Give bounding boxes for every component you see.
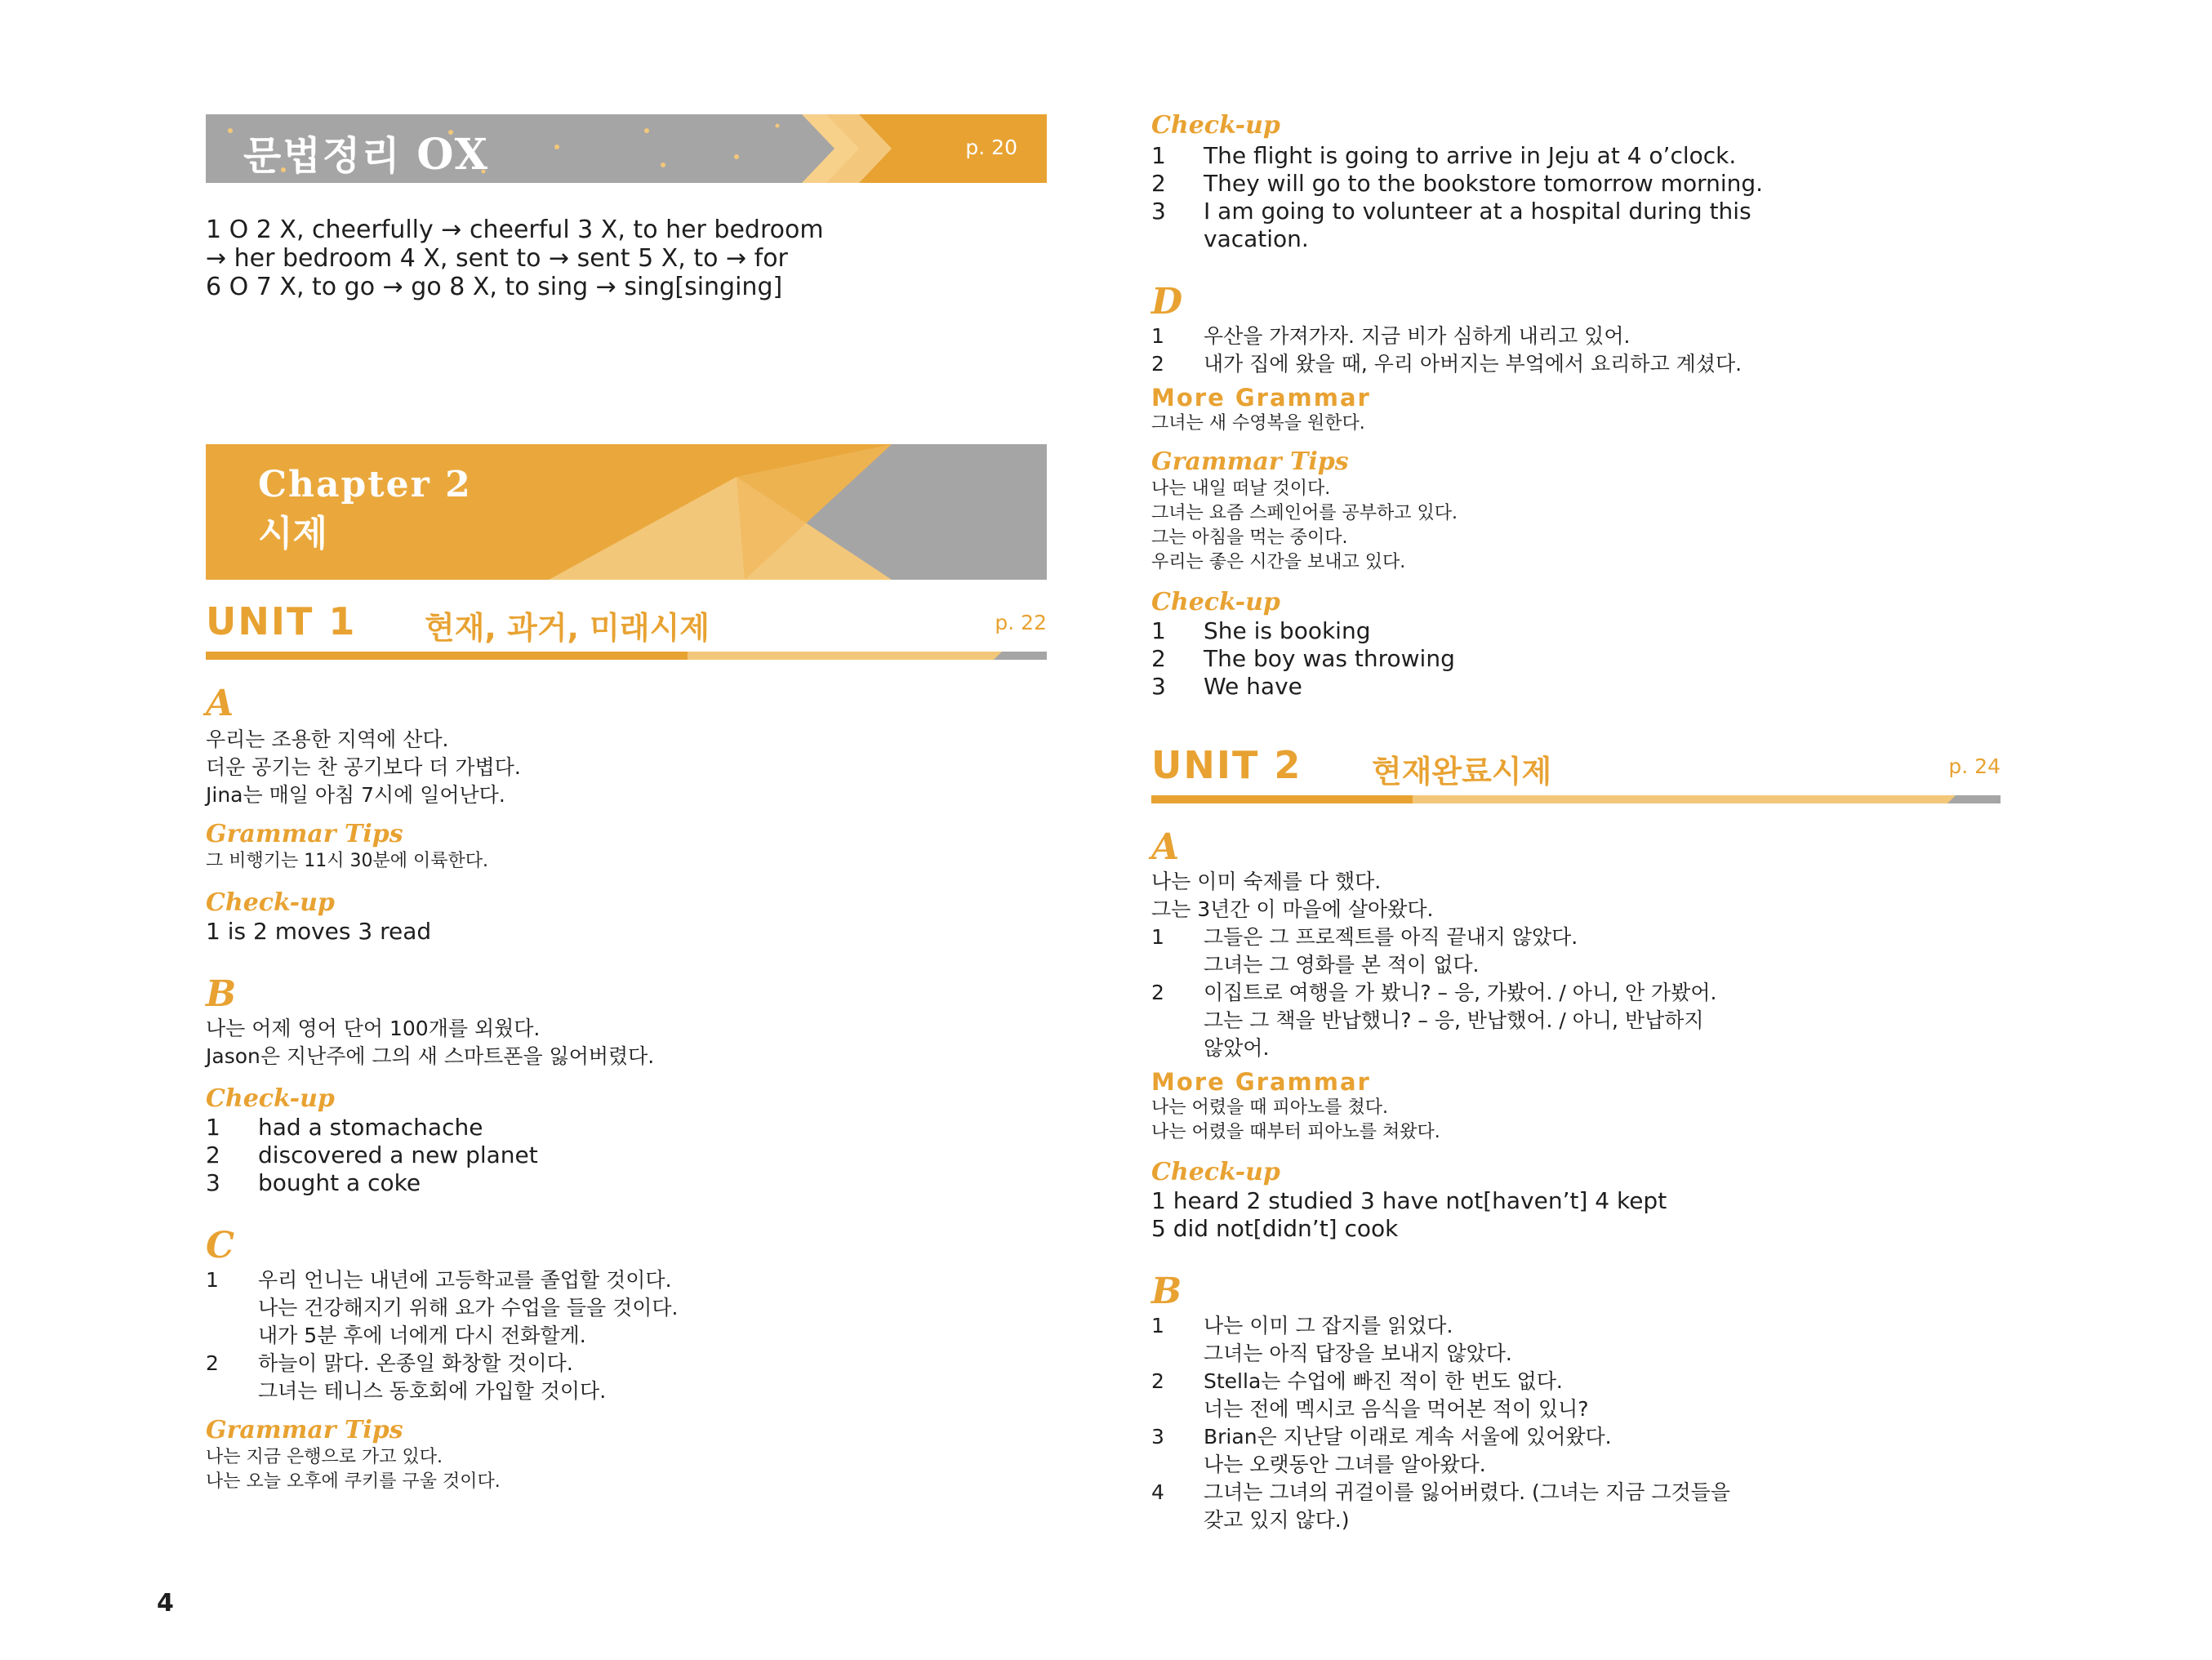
unit1-section-d-letter: D: [1151, 281, 1183, 323]
unit1-d-checkup-item: [1151, 673, 1302, 701]
item-text: vacation.: [1204, 225, 1309, 252]
unit1-c-tip: 나는 지금 은행으로 가고 있다.: [206, 1447, 443, 1467]
item-text: Brian은 지난달 이래로 계속 서울에 있어왔다.: [1204, 1425, 1612, 1449]
unit2-a-line: 그는 3년간 이 마을에 살아왔다.: [1151, 897, 1434, 921]
unit1-a-checkup-head: Check-up: [206, 888, 335, 917]
item-number: 1: [206, 1114, 220, 1141]
item-text: 우리 언니는 내년에 고등학교를 졸업할 것이다.: [258, 1268, 672, 1292]
unit1-label: UNIT 1: [206, 599, 357, 643]
right-checkup-head: Check-up: [1151, 111, 1280, 140]
unit1-c-item: [206, 1295, 678, 1320]
unit2-b-item: [1151, 1368, 1563, 1394]
unit1-a-tips-head: Grammar Tips: [206, 820, 403, 848]
unit2-b-item: [1151, 1396, 1589, 1422]
unit1-c-item: [206, 1378, 606, 1404]
item-text: 그들은 그 프로젝트를 아직 끝내지 않았다.: [1204, 925, 1578, 949]
chapter-number: Chapter 2: [258, 464, 472, 505]
item-number: 1: [206, 1268, 219, 1292]
item-text: 내가 5분 후에 너에게 다시 전화할게.: [258, 1324, 586, 1347]
right-checkup-item: [1151, 198, 1751, 225]
unit1-a-line: 우리는 조용한 지역에 산다.: [206, 728, 449, 751]
unit2-a-checkup-line: 1 heard 2 studied 3 have not[haven’t] 4 kept: [1151, 1187, 1667, 1214]
item-text: 그는 그 책을 반납했니? – 응, 반납했어. / 아니, 반납하지: [1204, 1008, 1704, 1032]
item-number: 2: [1151, 1369, 1164, 1393]
unit1-d-item: [1151, 323, 1630, 349]
right-checkup-item: [1151, 170, 1763, 198]
unit1-a-checkup: 1 is 2 moves 3 read: [206, 918, 432, 945]
unit1-section-a-letter: A: [206, 683, 234, 724]
unit1-c-tip: 나는 오늘 오후에 쿠키를 구울 것이다.: [206, 1471, 501, 1492]
unit1-d-tip: 그녀는 요즘 스페인어를 공부하고 있다.: [1151, 503, 1458, 523]
item-text: 그녀는 그 영화를 본 적이 없다.: [1204, 953, 1480, 977]
unit1-header: [206, 599, 1047, 665]
unit2-page-ref: p. 24: [1948, 754, 2001, 778]
item-text: The boy was throwing: [1204, 645, 1455, 672]
right-checkup-item: [1151, 142, 1736, 170]
item-text: 않았어.: [1204, 1036, 1270, 1060]
unit1-section-b-letter: B: [206, 973, 237, 1015]
item-number: 2: [1151, 645, 1166, 672]
unit2-rule: [1151, 795, 2001, 803]
item-text: discovered a new planet: [258, 1142, 538, 1168]
unit1-a-tip: 그 비행기는 11시 30분에 이륙한다.: [206, 851, 488, 871]
unit2-a-more-line: 나는 어렸을 때 피아노를 쳤다.: [1151, 1097, 1388, 1118]
unit2-label: UNIT 2: [1151, 743, 1302, 787]
item-number: 3: [1151, 673, 1166, 700]
item-text: She is booking: [1204, 617, 1371, 644]
unit1-d-more-line: 그녀는 새 수영복을 원한다.: [1151, 413, 1365, 434]
unit1-b-line: 나는 어제 영어 단어 100개를 외웠다.: [206, 1017, 541, 1040]
unit1-d-tip: 그는 아침을 먹는 중이다.: [1151, 527, 1348, 548]
unit2-a-item: [1151, 952, 1479, 977]
item-text: Stella는 수업에 빠진 적이 한 번도 없다.: [1204, 1369, 1563, 1393]
ox-page-ref: p. 20: [965, 136, 1017, 159]
unit2-a-item: [1151, 924, 1578, 950]
unit2-a-item: [1151, 980, 1716, 1005]
item-number: 3: [206, 1169, 220, 1196]
item-number: 3: [1151, 198, 1166, 225]
unit2-a-more-grammar-head: More Grammar: [1151, 1068, 1371, 1096]
item-number: 1: [1151, 617, 1166, 644]
ox-answer-line: 6 O 7 X, to go → go 8 X, to sing → sing[singing]: [206, 273, 783, 301]
item-number: 2: [1151, 352, 1164, 376]
unit1-c-tips-head: Grammar Tips: [206, 1416, 403, 1444]
unit1-section-c-letter: C: [206, 1225, 235, 1266]
chapter-title: [258, 461, 472, 559]
item-number: 1: [1151, 1314, 1164, 1337]
item-text: 너는 전에 멕시코 음식을 먹어본 적이 있니?: [1204, 1397, 1589, 1421]
right-checkup-item: [1151, 225, 1309, 253]
item-number: 1: [1151, 324, 1164, 348]
item-text: 그녀는 아직 답장을 보내지 않았다.: [1204, 1342, 1512, 1365]
item-text: 이집트로 여행을 가 봤니? – 응, 가봤어. / 아니, 안 가봤어.: [1204, 981, 1717, 1004]
unit1-b-checkup-item: [206, 1142, 538, 1169]
unit2-section-b-letter: B: [1151, 1271, 1182, 1312]
item-text: 나는 이미 그 잡지를 읽었다.: [1204, 1314, 1453, 1337]
ox-banner: [206, 114, 1047, 183]
item-text: I am going to volunteer at a hospital during this: [1204, 198, 1751, 225]
unit1-title: 현재, 과거, 미래시제: [425, 610, 710, 646]
item-text: 그녀는 테니스 동호회에 가입할 것이다.: [258, 1379, 607, 1403]
unit1-d-more-grammar-head: More Grammar: [1151, 384, 1371, 412]
ox-answer-line: 1 O 2 X, cheerfully → cheerful 3 X, to her bedroom: [206, 216, 824, 244]
ox-answers: [206, 216, 1055, 301]
item-text: 나는 건강해지기 위해 요가 수업을 들을 것이다.: [258, 1296, 679, 1320]
unit2-b-item: [1151, 1341, 1512, 1366]
unit2-a-item: [1151, 1035, 1269, 1061]
chapter-banner: [206, 444, 1047, 580]
unit2-b-item: [1151, 1480, 1730, 1505]
item-text: 그녀는 그녀의 귀걸이를 잃어버렸다. (그녀는 지금 그것들을: [1204, 1480, 1730, 1504]
ox-answer-line: → her bedroom 4 X, sent to → sent 5 X, to → for: [206, 244, 788, 273]
item-text: 하늘이 맑다. 온종일 화창할 것이다.: [258, 1351, 573, 1375]
unit2-b-item: [1151, 1313, 1453, 1338]
ox-title-ox: OX: [416, 130, 489, 180]
unit2-b-item: [1151, 1424, 1612, 1449]
unit1-d-checkup-item: [1151, 645, 1455, 673]
unit2-title: 현재완료시제: [1372, 754, 1552, 790]
unit1-d-item: [1151, 351, 1742, 376]
item-number: 2: [206, 1142, 220, 1168]
unit1-d-tip: 나는 내일 떠날 것이다.: [1151, 478, 1331, 499]
item-text: They will go to the bookstore tomorrow morning.: [1204, 170, 1764, 197]
unit1-d-checkup-item: [1151, 617, 1370, 645]
item-text: 우산을 가져가자. 지금 비가 심하게 내리고 있어.: [1204, 324, 1631, 348]
item-number: 3: [1151, 1425, 1164, 1449]
item-number: 2: [1151, 981, 1164, 1004]
unit1-c-item: [206, 1267, 672, 1293]
unit2-section-a-letter: A: [1151, 826, 1180, 868]
unit1-d-checkup-head: Check-up: [1151, 588, 1280, 616]
unit1-b-checkup-item: [206, 1169, 421, 1197]
item-number: 4: [1151, 1480, 1164, 1504]
item-text: We have: [1204, 673, 1302, 700]
ox-banner-title: [243, 124, 489, 180]
unit2-header: [1151, 743, 2001, 808]
unit1-b-checkup-head: Check-up: [206, 1084, 335, 1113]
item-number: 2: [1151, 170, 1166, 197]
item-number: 1: [1151, 925, 1164, 949]
unit1-d-tip: 우리는 좋은 시간을 보내고 있다.: [1151, 552, 1406, 572]
unit1-a-line: Jina는 매일 아침 7시에 일어난다.: [206, 783, 505, 807]
unit2-a-checkup-head: Check-up: [1151, 1158, 1280, 1186]
unit2-a-checkup-line: 5 did not[didn’t] cook: [1151, 1215, 1399, 1242]
page-number: 4: [157, 1589, 174, 1618]
unit1-d-tips-head: Grammar Tips: [1151, 447, 1349, 476]
unit2-a-line: 나는 이미 숙제를 다 했다.: [1151, 870, 1382, 893]
unit2-b-item: [1151, 1507, 1350, 1533]
unit1-c-item: [206, 1351, 573, 1376]
unit1-b-line: Jason은 지난주에 그의 새 스마트폰을 잃어버렸다.: [206, 1044, 655, 1068]
unit2-a-item: [1151, 1008, 1704, 1033]
item-text: 나는 오랫동안 그녀를 알아왔다.: [1204, 1453, 1486, 1476]
unit1-rule: [206, 652, 1047, 660]
item-text: The flight is going to arrive in Jeju at 4 o’clock.: [1204, 142, 1737, 169]
item-text: bought a coke: [258, 1169, 421, 1196]
unit1-c-item: [206, 1323, 586, 1348]
item-text: 갖고 있지 않다.): [1204, 1508, 1350, 1532]
item-text: 내가 집에 왔을 때, 우리 아버지는 부엌에서 요리하고 계셨다.: [1204, 352, 1742, 376]
unit1-b-checkup-item: [206, 1114, 483, 1142]
unit1-page-ref: p. 22: [995, 611, 1047, 634]
ox-title-korean: 문법정리: [243, 133, 402, 179]
item-number: 1: [1151, 142, 1166, 169]
item-number: 2: [206, 1351, 219, 1375]
item-text: had a stomachache: [258, 1114, 483, 1141]
chapter-name: 시제: [258, 513, 328, 554]
unit1-a-line: 더운 공기는 찬 공기보다 더 가볍다.: [206, 755, 521, 779]
unit2-b-item: [1151, 1452, 1486, 1477]
unit2-a-more-line: 나는 어렸을 때부터 피아노를 쳐왔다.: [1151, 1122, 1440, 1142]
